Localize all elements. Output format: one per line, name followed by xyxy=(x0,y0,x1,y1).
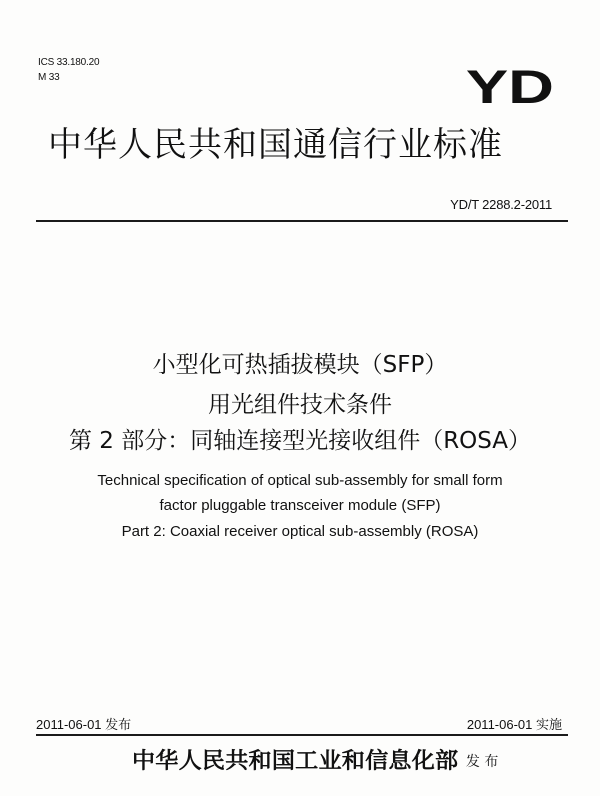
en-title-line-1: Technical specification of optical sub-assembly for small form xyxy=(97,472,503,489)
publish-date: 2011-06-01 发布 xyxy=(36,717,132,732)
issuer-name: 中华人民共和国工业和信息化部 xyxy=(132,749,459,774)
issuer-line xyxy=(132,744,499,775)
standard-number: YD/T 2288.2-2011 xyxy=(450,197,552,212)
standard-category-title: 中华人民共和国通信行业标准 xyxy=(48,125,503,165)
zh-title-line-3: 第 2 部分：同轴连接型光接收组件（ROSA） xyxy=(68,428,532,454)
en-title-line-2: factor pluggable transceiver module (SFP) xyxy=(159,497,441,514)
zh-title-line-2: 用光组件技术条件 xyxy=(208,392,392,418)
en-title-line-3: Part 2: Coaxial receiver optical sub-assembly (ROSA) xyxy=(121,523,479,540)
zh-title-line-1: 小型化可热插拔模块（SFP） xyxy=(152,352,448,378)
yd-logo: YD xyxy=(465,59,554,113)
bottom-divider xyxy=(36,734,568,736)
ccs-code: M 33 xyxy=(38,72,60,83)
effective-date: 2011-06-01 实施 xyxy=(466,717,562,732)
issuer-suffix: 发 布 xyxy=(465,754,499,770)
classification-codes xyxy=(38,55,99,85)
top-divider xyxy=(36,220,568,222)
ics-code: ICS 33.180.20 xyxy=(38,57,100,68)
